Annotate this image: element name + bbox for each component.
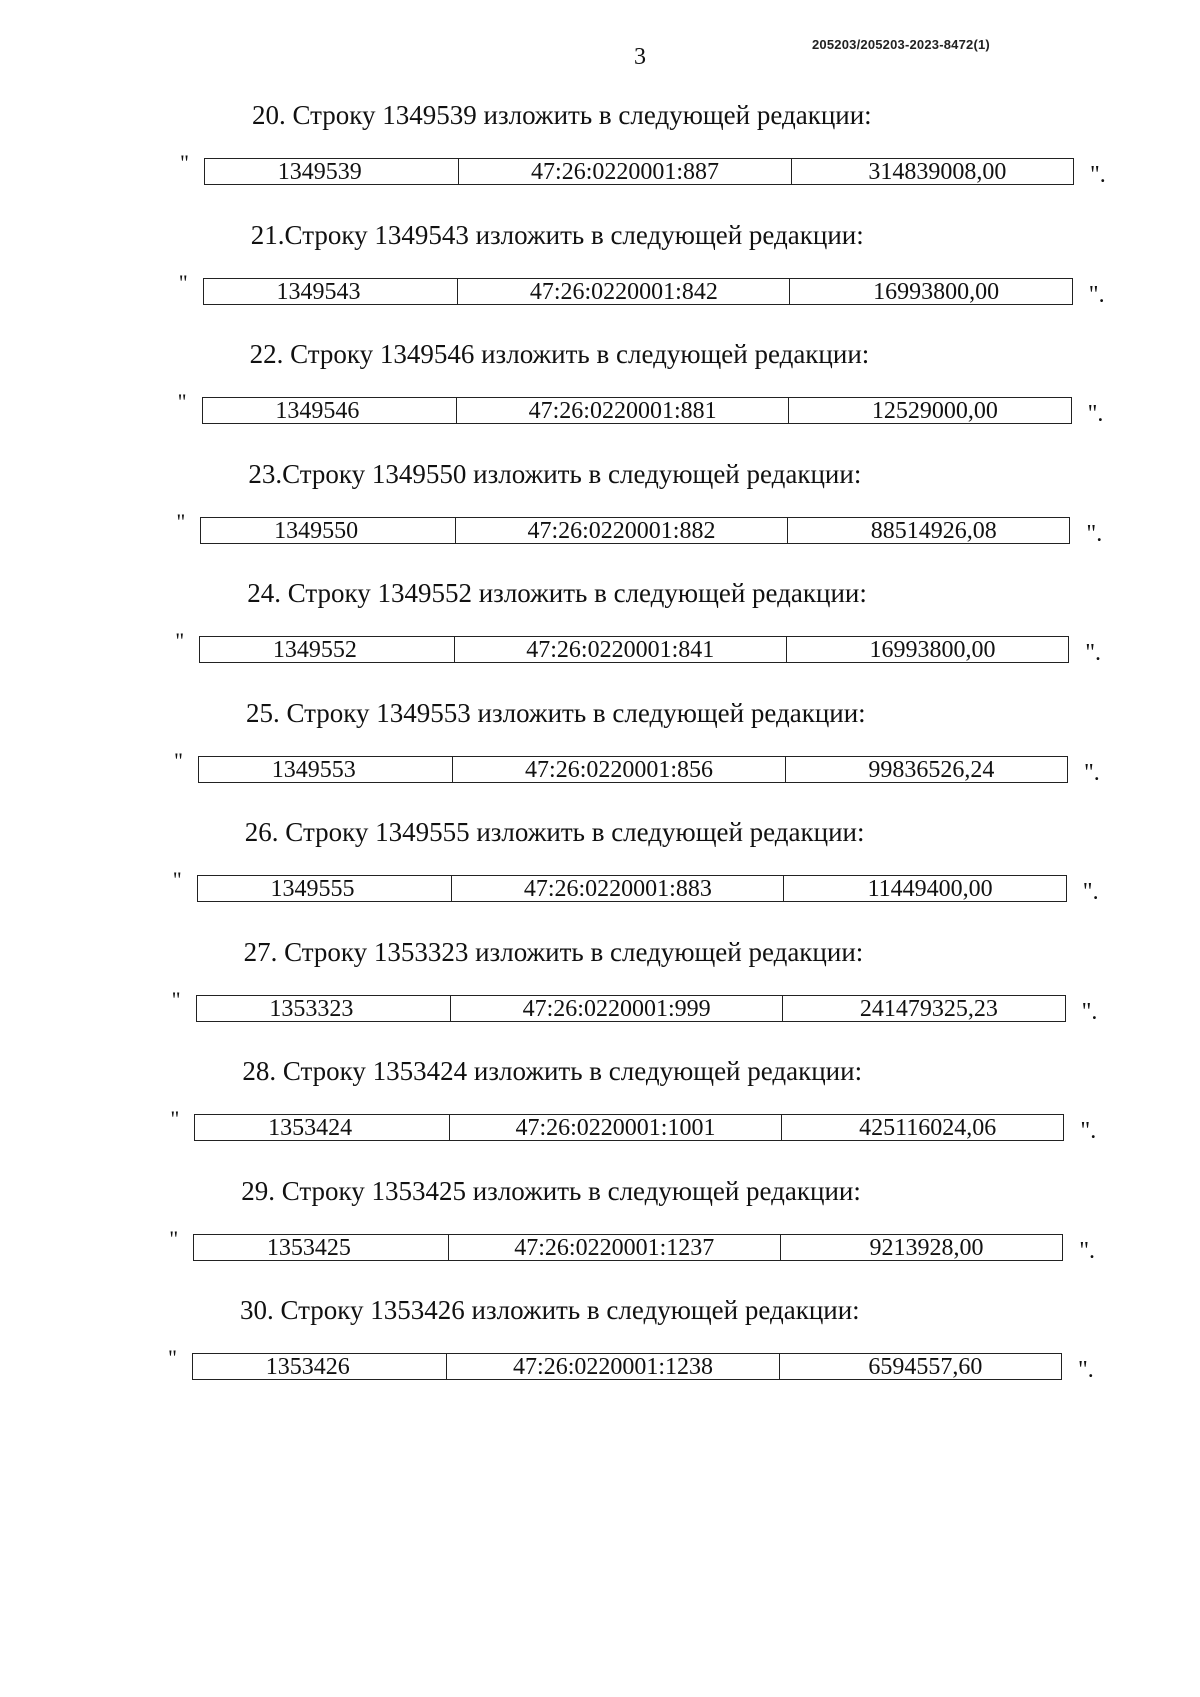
- amendment-heading: 30. Строку 1353426 изложить в следующей редакции:: [240, 1295, 860, 1325]
- cadastral-number-cell: 47:26:0220001:842: [458, 279, 790, 304]
- closing-quote: ".: [1088, 281, 1105, 308]
- amendment-heading: 29. Строку 1353425 изложить в следующей редакции:: [241, 1175, 861, 1206]
- closing-quote: ".: [1079, 1237, 1095, 1264]
- document-reference: 205203/205203-2023-8472(1): [812, 37, 990, 52]
- cadastral-number-cell: 47:26:0220001:841: [455, 637, 787, 662]
- cadastral-number-cell: 47:26:0220001:856: [453, 757, 785, 782]
- closing-quote: ".: [1085, 640, 1101, 666]
- amendment-table-row: [177, 389, 1200, 429]
- table-row-cells: [199, 636, 1069, 663]
- row-number-cell: 1349552: [200, 637, 454, 662]
- closing-quote: ".: [1078, 1357, 1094, 1383]
- cadastral-number-cell: 47:26:0220001:883: [452, 876, 784, 901]
- cadastral-number-cell: 47:26:0220001:1237: [449, 1235, 781, 1260]
- cadastral-value-cell: 314839008,00: [868, 159, 1007, 184]
- amendment-table-row: [175, 628, 1200, 668]
- table-row-cells: [194, 1114, 1064, 1141]
- opening-quote: ": [180, 150, 189, 175]
- table-row-cells: [202, 397, 1072, 424]
- cadastral-value-cell: 241479325,23: [859, 995, 998, 1021]
- cadastral-number-cell: 47:26:0220001:1238: [447, 1354, 779, 1379]
- cadastral-value-cell: 16993800,00: [873, 278, 1000, 304]
- opening-quote: ": [176, 508, 186, 534]
- table-row-cells: [204, 158, 1074, 185]
- row-number-cell: 1353323: [197, 996, 451, 1021]
- closing-quote: ".: [1080, 1118, 1097, 1144]
- cadastral-number-cell: 47:26:0220001:882: [456, 518, 788, 543]
- cadastral-value-cell: 88514926,08: [870, 517, 997, 543]
- closing-quote: ".: [1082, 879, 1099, 905]
- table-row-cells: [197, 875, 1067, 902]
- opening-quote: ": [175, 628, 185, 653]
- cadastral-number-cell: 47:26:0220001:881: [457, 398, 789, 423]
- opening-quote: ": [172, 867, 182, 892]
- amendment-heading: 26. Строку 1349555 изложить в следующей редакции:: [244, 817, 865, 847]
- amendment-heading: 25. Строку 1349553 изложить в следующей редакции:: [246, 697, 866, 728]
- amendment-table-row: [168, 1345, 1200, 1385]
- row-number-cell: 1353426: [193, 1354, 447, 1379]
- table-row-cells: [196, 995, 1066, 1022]
- opening-quote: ": [168, 1345, 177, 1370]
- closing-quote: ".: [1090, 162, 1106, 188]
- amendment-table-row: [169, 1225, 1200, 1266]
- row-number-cell: 1349546: [203, 398, 457, 423]
- amendment-table-row: [170, 1106, 1200, 1146]
- opening-quote: ": [170, 1106, 180, 1131]
- table-row-cells: [192, 1353, 1062, 1380]
- cadastral-value-cell: 6594557,60: [868, 1354, 983, 1379]
- page-number: 3: [634, 44, 646, 70]
- amendment-table-row: [176, 508, 1200, 549]
- amendment-table-row: [171, 986, 1200, 1027]
- cadastral-number-cell: 47:26:0220001:999: [451, 996, 783, 1021]
- table-row-cells: [193, 1234, 1063, 1261]
- amendment-table-row: [180, 150, 1200, 190]
- amendment-heading: 20. Строку 1349539 изложить в следующей редакции:: [252, 100, 872, 130]
- closing-quote: ".: [1087, 401, 1104, 427]
- opening-quote: ": [178, 269, 188, 295]
- amendment-heading: 23.Строку 1349550 изложить в следующей редакции:: [248, 458, 862, 489]
- row-number-cell: 1353425: [194, 1235, 448, 1260]
- opening-quote: ": [174, 747, 183, 773]
- amendment-heading: 24. Строку 1349552 изложить в следующей редакции:: [247, 578, 867, 608]
- amendment-heading: 22. Строку 1349546 изложить в следующей редакции:: [249, 339, 870, 369]
- amendment-heading: 21.Строку 1349543 изложить в следующей редакции:: [250, 219, 864, 250]
- row-number-cell: 1349553: [199, 757, 453, 782]
- amendment-table-row: [172, 867, 1200, 907]
- closing-quote: ".: [1081, 998, 1098, 1025]
- closing-quote: ".: [1084, 759, 1100, 786]
- opening-quote: ": [177, 389, 187, 414]
- cadastral-value-cell: 16993800,00: [869, 637, 996, 662]
- cadastral-value-cell: 9213928,00: [869, 1234, 984, 1260]
- row-number-cell: 1349539: [205, 159, 459, 184]
- row-number-cell: 1349550: [201, 518, 455, 543]
- opening-quote: ": [169, 1225, 179, 1251]
- cadastral-value-cell: 425116024,06: [859, 1115, 997, 1140]
- cadastral-number-cell: 47:26:0220001:1001: [450, 1115, 782, 1140]
- row-number-cell: 1353424: [195, 1115, 449, 1140]
- closing-quote: ".: [1086, 520, 1103, 547]
- table-row-cells: [203, 278, 1073, 305]
- cadastral-number-cell: 47:26:0220001:887: [459, 159, 791, 184]
- table-row-cells: [198, 756, 1068, 783]
- row-number-cell: 1349543: [204, 279, 458, 304]
- amendment-heading: 27. Строку 1353323 изложить в следующей редакции:: [243, 936, 864, 967]
- table-row-cells: [200, 517, 1070, 544]
- cadastral-value-cell: 99836526,24: [868, 756, 995, 782]
- amendment-heading: 28. Строку 1353424 изложить в следующей редакции:: [242, 1056, 863, 1086]
- amendment-table-row: [178, 269, 1200, 310]
- row-number-cell: 1349555: [198, 876, 452, 901]
- cadastral-value-cell: 11449400,00: [867, 876, 993, 901]
- cadastral-value-cell: 12529000,00: [871, 398, 998, 423]
- opening-quote: ": [171, 986, 181, 1012]
- amendment-table-row: [174, 747, 1200, 788]
